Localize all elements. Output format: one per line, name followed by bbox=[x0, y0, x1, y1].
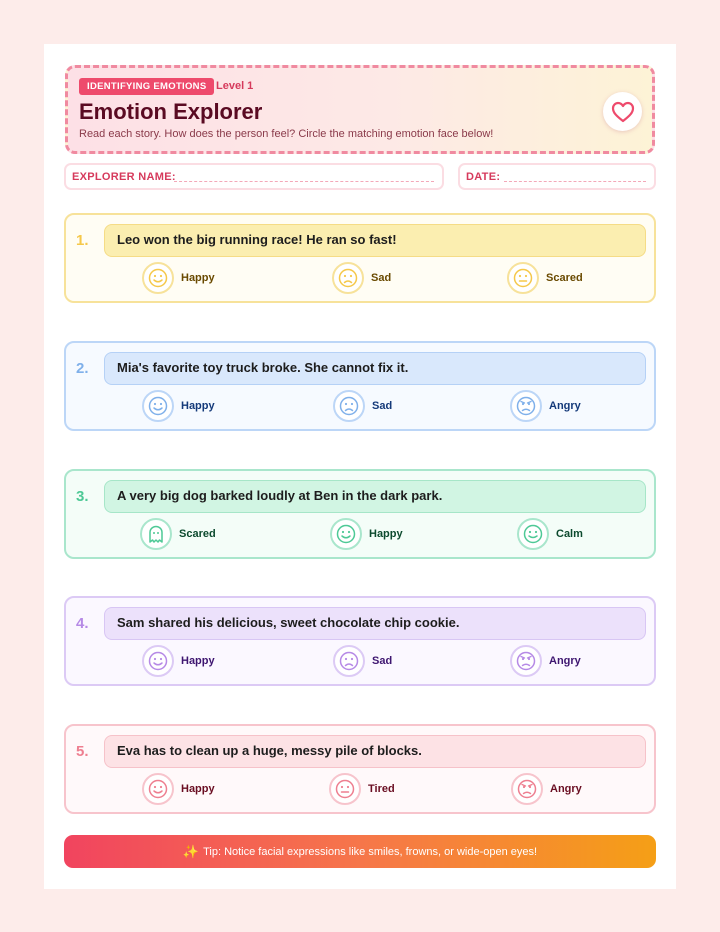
explorer-name-field[interactable] bbox=[64, 163, 444, 190]
question-card bbox=[64, 469, 656, 559]
angry-face-icon[interactable] bbox=[510, 390, 542, 422]
emotion-label: Happy bbox=[181, 400, 215, 412]
story-text: Eva has to clean up a huge, messy pile of blocks. bbox=[104, 735, 646, 768]
emotion-label: Sad bbox=[372, 655, 393, 667]
level-label: Level 1 bbox=[216, 80, 254, 92]
emotion-label: Calm bbox=[556, 528, 583, 540]
emotion-option-sad[interactable] bbox=[333, 390, 392, 422]
question-card bbox=[64, 724, 656, 814]
story-text: Sam shared his delicious, sweet chocolate chip cookie. bbox=[104, 607, 646, 640]
heart-icon bbox=[603, 92, 642, 131]
question-number: 3. bbox=[76, 488, 89, 505]
emotion-option-happy[interactable] bbox=[330, 518, 403, 550]
emotion-option-angry[interactable] bbox=[510, 390, 581, 422]
emotion-option-happy[interactable] bbox=[142, 262, 215, 294]
emotion-label: Angry bbox=[550, 783, 582, 795]
question-number: 2. bbox=[76, 360, 89, 377]
angry-face-icon[interactable] bbox=[510, 645, 542, 677]
calm-face-icon[interactable] bbox=[517, 518, 549, 550]
emotion-option-happy[interactable] bbox=[142, 645, 215, 677]
sad-face-icon[interactable] bbox=[332, 262, 364, 294]
question-number: 1. bbox=[76, 232, 89, 249]
emotion-option-tired[interactable] bbox=[329, 773, 395, 805]
tip-banner bbox=[64, 835, 656, 868]
sparkles-icon: ✨ bbox=[182, 843, 200, 859]
emotion-option-scared[interactable] bbox=[140, 518, 216, 550]
emotion-label: Happy bbox=[181, 272, 215, 284]
emotion-label: Scared bbox=[179, 528, 216, 540]
date-line[interactable] bbox=[504, 181, 646, 182]
emotion-label: Happy bbox=[181, 655, 215, 667]
happy-face-icon[interactable] bbox=[142, 773, 174, 805]
emotion-label: Sad bbox=[371, 272, 392, 284]
emotion-option-scared[interactable] bbox=[507, 262, 583, 294]
question-card bbox=[64, 341, 656, 431]
explorer-name-label: EXPLORER NAME: bbox=[72, 171, 176, 183]
emotion-label: Tired bbox=[368, 783, 395, 795]
emotion-option-sad[interactable] bbox=[333, 645, 392, 677]
question-number: 4. bbox=[76, 615, 89, 632]
emotion-option-sad[interactable] bbox=[332, 262, 391, 294]
topic-badge: IDENTIFYING EMOTIONS bbox=[79, 78, 214, 95]
emotion-option-happy[interactable] bbox=[142, 390, 215, 422]
worksheet bbox=[44, 44, 676, 889]
emotion-label: Scared bbox=[546, 272, 583, 284]
emotion-option-angry[interactable] bbox=[510, 645, 581, 677]
emotion-label: Happy bbox=[369, 528, 403, 540]
ghost-icon[interactable] bbox=[140, 518, 172, 550]
emotion-option-happy[interactable] bbox=[142, 773, 215, 805]
emotion-label: Angry bbox=[549, 400, 581, 412]
explorer-name-line[interactable] bbox=[174, 181, 434, 182]
date-field[interactable] bbox=[458, 163, 656, 190]
emotion-label: Sad bbox=[372, 400, 393, 412]
emotion-option-calm[interactable] bbox=[517, 518, 583, 550]
emotion-label: Happy bbox=[181, 783, 215, 795]
instructions-text: Read each story. How does the person feel? Circle the matching emotion face below! bbox=[79, 128, 494, 140]
happy-face-icon[interactable] bbox=[142, 645, 174, 677]
worksheet-header bbox=[65, 65, 655, 154]
emotion-label: Angry bbox=[549, 655, 581, 667]
question-card bbox=[64, 596, 656, 686]
happy-face-icon[interactable] bbox=[330, 518, 362, 550]
date-label: DATE: bbox=[466, 171, 501, 183]
page-title: Emotion Explorer bbox=[79, 99, 263, 124]
tip-text: Tip: Notice facial expressions like smiles, frowns, or wide-open eyes! bbox=[203, 845, 538, 858]
sad-face-icon[interactable] bbox=[333, 390, 365, 422]
sad-face-icon[interactable] bbox=[333, 645, 365, 677]
story-text: A very big dog barked loudly at Ben in the dark park. bbox=[104, 480, 646, 513]
question-card bbox=[64, 213, 656, 303]
scared-face-icon[interactable] bbox=[507, 262, 539, 294]
angry-face-icon[interactable] bbox=[511, 773, 543, 805]
story-text: Leo won the big running race! He ran so fast! bbox=[104, 224, 646, 257]
happy-face-icon[interactable] bbox=[142, 262, 174, 294]
emotion-option-angry[interactable] bbox=[511, 773, 582, 805]
question-number: 5. bbox=[76, 743, 89, 760]
story-text: Mia's favorite toy truck broke. She cannot fix it. bbox=[104, 352, 646, 385]
tired-face-icon[interactable] bbox=[329, 773, 361, 805]
happy-face-icon[interactable] bbox=[142, 390, 174, 422]
